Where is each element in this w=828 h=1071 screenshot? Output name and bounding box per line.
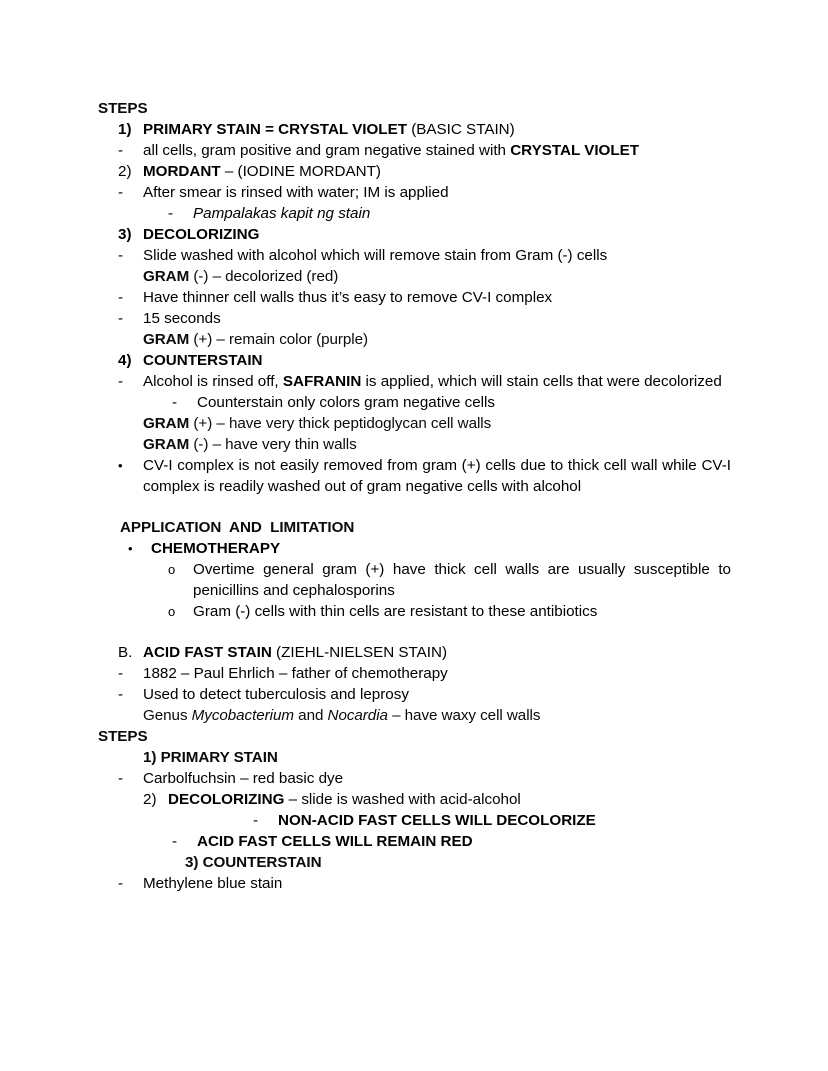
gram-step-1-note-bold: CRYSTAL VIOLET [510,142,640,159]
acid-fast-step-3-marker: 3) [185,854,199,871]
gram-step-3-negative [143,266,731,287]
chemotherapy-sub-1 [168,559,731,601]
genus-mid: and [294,707,328,724]
list-marker: - [118,665,124,682]
gram-step-4-sub [172,392,710,413]
spacer [0,497,828,517]
acid-fast-step-3-note [118,873,731,894]
gram-step-1-bold: PRIMARY STAIN = CRYSTAL VIOLET [143,121,407,138]
list-marker: 1) [118,121,132,138]
gram-value: (-) – decolorized (red) [189,268,339,285]
gram-step-1-rest: (BASIC STAIN) [406,121,515,138]
gram-step-3-text: DECOLORIZING [143,226,260,243]
gram-label: GRAM [143,268,190,285]
gram-step-4-negative [143,434,731,455]
gram-step-2-bold: MORDANT [143,163,221,180]
gram-step-3 [118,224,731,245]
acid-fast-heading-rest: (ZIEHL-NIELSEN STAIN) [271,644,448,661]
list-marker: - [172,394,178,411]
circle-bullet-icon: o [168,604,176,619]
list-marker: - [253,812,259,829]
gram-step-4 [118,350,731,371]
list-marker: 2) [118,163,132,180]
acid-fast-note-2 [118,684,731,705]
gram-step-3-positive [143,329,731,350]
bullet-icon: • [128,541,133,556]
gram-step-2-sub [168,203,706,224]
gram-value: (+) – remain color (purple) [189,331,369,348]
list-marker: - [118,289,124,306]
cv-complex-bullet [118,455,731,497]
gram-step-3-note-2-text: Have thinner cell walls thus it’s easy to remove CV-I complex [143,289,553,306]
acid-fast-step-2-sub-1-text: NON-ACID FAST CELLS WILL DECOLORIZE [278,812,596,829]
list-marker: - [118,770,124,787]
chemotherapy-sub-1-text: Overtime general gram (+) have thick cell walls are usually susceptible to penicillins and cephalosporins [193,561,731,599]
acid-fast-step-2-text [168,789,731,810]
circle-bullet-icon: o [168,562,176,577]
gram-step-4-text: COUNTERSTAIN [143,352,263,369]
gram-label: GRAM [143,331,190,348]
list-marker: 2) [143,791,157,808]
gram-value: (+) – have very thick peptidoglycan cell walls [189,415,492,432]
gram-step-1 [118,119,731,140]
gram-step-2-rest: – (IODINE MORDANT) [220,163,381,180]
acid-fast-step-2 [143,789,731,810]
gram-step-4-note [118,371,731,392]
genus-mycobacterium: Mycobacterium [191,707,294,724]
gram-step-4-sub-text: Counterstain only colors gram negative cells [197,394,495,411]
list-marker: - [118,310,124,327]
gram-value: (-) – have very thin walls [189,436,357,453]
list-marker: B. [118,644,133,661]
acid-fast-step-3-text: COUNTERSTAIN [202,854,322,871]
acid-fast-step-2-sub-2 [172,831,731,852]
chemotherapy-sub-2-text: Gram (-) cells with thin cells are resistant to these antibiotics [193,603,598,620]
application-heading: APPLICATION AND LIMITATION [120,519,355,536]
bullet-icon: • [118,458,123,473]
acid-fast-genus-line [143,705,731,726]
acid-fast-heading [118,642,731,663]
acid-fast-step-2-sub-2-text: ACID FAST CELLS WILL REMAIN RED [197,833,473,850]
acid-fast-step-3-note-text: Methylene blue stain [143,875,283,892]
gram-step-3-note-1 [118,245,731,266]
acid-fast-step-1-marker: 1) [143,749,157,766]
list-marker: - [168,205,174,222]
gram-step-4-note-pre: Alcohol is rinsed off, [143,373,283,390]
gram-step-4-note-bold: SAFRANIN [282,373,362,390]
acid-fast-note-2-text: Used to detect tuberculosis and leprosy [143,686,409,703]
spacer [0,622,828,642]
gram-step-4-note-post: is applied, which will stain cells that were decolorized [361,373,722,390]
acid-fast-step-1 [143,747,828,768]
list-marker: - [118,184,124,201]
gram-step-3-note-3-text: 15 seconds [143,310,221,327]
acid-fast-note-1-text: 1882 – Paul Ehrlich – father of chemotherapy [143,665,448,682]
acid-fast-step-2-sub-1 [253,810,731,831]
list-marker: - [118,373,124,390]
gram-step-1-note [118,140,731,161]
gram-label: GRAM [143,436,190,453]
list-marker: - [172,833,178,850]
gram-step-2-text [143,161,731,182]
acid-fast-step-3 [185,852,828,873]
list-marker: 4) [118,352,132,369]
acid-fast-step-1-text: PRIMARY STAIN [160,749,278,766]
cv-complex-text: CV-I complex is not easily removed from gram (+) cells due to thick cell wall while CV-I complex is readily washed out of gram negative cells with alcohol [143,457,731,495]
acid-fast-note-1 [118,663,731,684]
list-marker: - [118,247,124,264]
gram-step-4-note-text [143,371,731,392]
list-marker: 3) [118,226,132,243]
gram-step-3-note-3 [118,308,731,329]
acid-fast-step-1-note-text: Carbolfuchsin – red basic dye [143,770,344,787]
gram-step-2-note-text: After smear is rinsed with water; IM is applied [143,184,449,201]
genus-pre: Genus [143,707,192,724]
list-marker: - [118,875,124,892]
acid-fast-heading-text [143,642,731,663]
genus-post: – have waxy cell walls [387,707,541,724]
gram-step-1-text [143,119,731,140]
genus-nocardia: Nocardia [327,707,388,724]
gram-step-4-positive [143,413,731,434]
chemotherapy-item [128,538,731,559]
chemotherapy-sub-2 [168,601,731,622]
list-marker: - [118,686,124,703]
acid-fast-step-2-bold: DECOLORIZING [168,791,285,808]
gram-step-3-note-2 [118,287,731,308]
gram-step-2 [118,161,731,182]
steps-heading-gram: STEPS [98,100,148,117]
chemotherapy-label: CHEMOTHERAPY [151,540,281,557]
gram-step-3-note-1-text: Slide washed with alcohol which will remove stain from Gram (-) cells [143,247,608,264]
gram-step-1-note-text [143,140,731,161]
gram-step-1-note-pre: all cells, gram positive and gram negative stained with [143,142,511,159]
gram-step-2-note [118,182,731,203]
acid-fast-step-1-note [118,768,731,789]
gram-step-2-sub-text: Pampalakas kapit ng stain [193,205,371,222]
list-marker: - [118,142,124,159]
acid-fast-step-2-rest: – slide is washed with acid-alcohol [284,791,521,808]
gram-label: GRAM [143,415,190,432]
steps-heading-acid-fast: STEPS [98,728,148,745]
acid-fast-heading-bold: ACID FAST STAIN [143,644,272,661]
